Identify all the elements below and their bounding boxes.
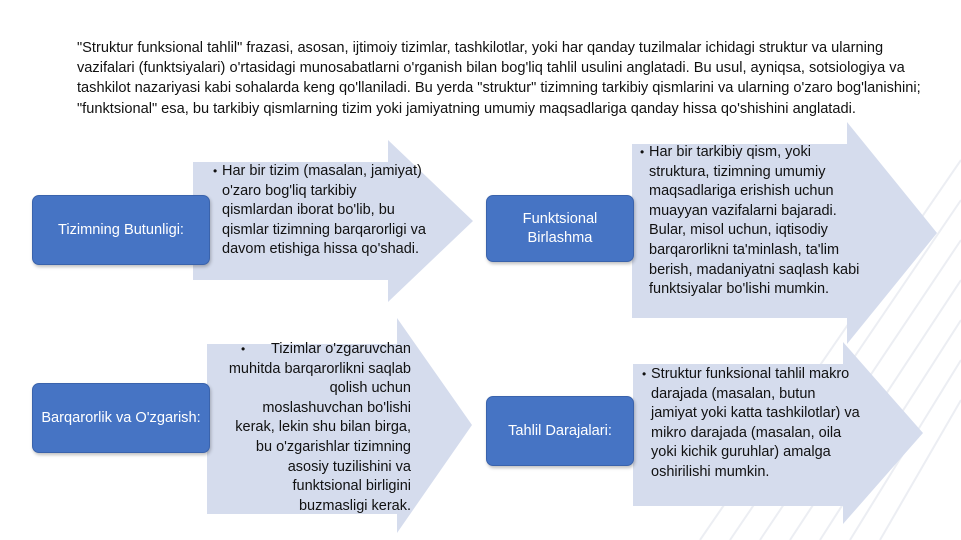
bullet-icon: • xyxy=(213,164,218,178)
label-box-barqarorlik-va-ozgarish xyxy=(32,383,210,453)
arrow-text-1 xyxy=(213,162,427,260)
item-description: Struktur funksional tahlil makro darajada (masalan, butun jamiyat yoki katta tashkilotlar) va mikro darajada (masalan, oila yoki kichik guruhlar) amalga oshirilishi mumkin. xyxy=(651,366,860,480)
item-description: Har bir tarkibiy qism, yoki struktura, tizimning umumiy maqsadlariga erishish uchun muayyan vazifalarni bajaradi. Bular, misol uchun, iqtisodiy barqarorlikni ta'minlash, ta'lim berish, madaniyatni saqlash kabi funktsiyalar bo'lishi mumkin. xyxy=(649,144,860,298)
label-box-funktsional-birlashma xyxy=(486,195,634,262)
label-text: Tizimning Butunligi: xyxy=(58,221,184,238)
arrow-text-2 xyxy=(640,143,869,300)
arrow-text-4 xyxy=(642,365,861,483)
bullet-icon: • xyxy=(642,367,647,381)
label-text: Tahlil Darajalari: xyxy=(508,422,612,439)
intro-paragraph: "Struktur funksional tahlil" frazasi, asosan, ijtimoiy tizimlar, tashkilotlar, yoki har qanday tuzilmalar ichidagi struktur va ularning vazifalari (funktsiyalari) o'rtasidagi munosabatlarni o'rganish bilan bog'liq tahlil usulini anglatadi. Bu usul, ayniqsa, sotsiologiya va tashkilot nazariyasi kabi sohalarda keng qo'llaniladi. Bu yerda "struktur" tizimning tarkibiy qismlarini va ularning o'zaro bog'lanishini; "funktsional" esa, bu tarkibiy qismlarning tizim yoki jamiyatning umumiy maqsadlariga qanday hissa qo'shishini anglatadi. xyxy=(77,40,921,117)
label-box-tahlil-darajalari xyxy=(486,396,634,466)
bullet-icon: • xyxy=(640,145,645,159)
label-box-tizimning-butunligi xyxy=(32,195,210,265)
label-text: Funktsional Birlashma xyxy=(522,210,598,246)
item-description: Tizimlar o'zgaruvchan muhitda barqarorlikni saqlab qolish uchun moslashuvchan bo'lishi kerak, lekin shu bilan birga, bu o'zgarishlar tizimning asosiy tuzilishini va funktsional birligini buzmasligi kerak. xyxy=(228,341,411,514)
bullet-icon: • xyxy=(241,342,246,356)
item-description: Har bir tizim (masalan, jamiyat) o'zaro bog'liq tarkibiy qismlardan iborat bo'lib, bu qismlar tizimning barqarorligi va davom etishiga hissa qo'shadi. xyxy=(222,163,426,258)
arrow-text-3 xyxy=(225,340,411,516)
label-text: Barqarorlik va O'zgarish: xyxy=(41,409,201,426)
